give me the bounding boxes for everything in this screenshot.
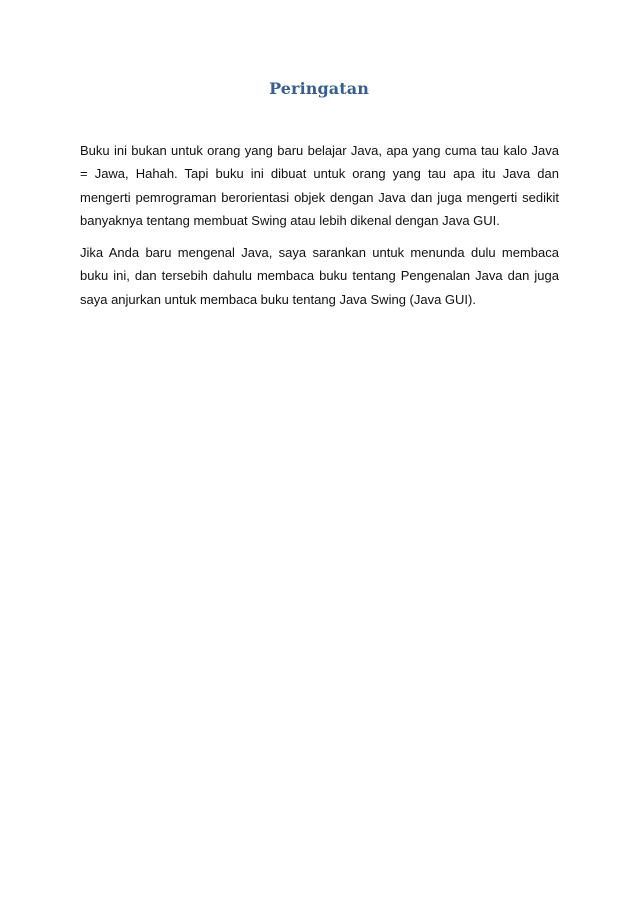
paragraph-warning-audience: Buku ini bukan untuk orang yang baru belajar Java, apa yang cuma tau kalo Java = Jawa, Hahah. Tapi buku ini dibuat untuk orang yang tau apa itu Java dan mengerti pemrograman berorientasi objek dengan Java dan juga mengerti sedikit banyaknya tentang membuat Swing atau lebih dikenal dengan Java GUI. bbox=[80, 143, 559, 228]
paragraph-recommendation: Jika Anda baru mengenal Java, saya sarankan untuk menunda dulu membaca buku ini, dan tersebih dahulu membaca buku tentang Pengenalan Java dan juga saya anjurkan untuk membaca buku tentang Java Swing (Java GUI). bbox=[80, 245, 559, 307]
document-body bbox=[80, 139, 559, 320]
page-title: Peringatan bbox=[269, 79, 369, 98]
